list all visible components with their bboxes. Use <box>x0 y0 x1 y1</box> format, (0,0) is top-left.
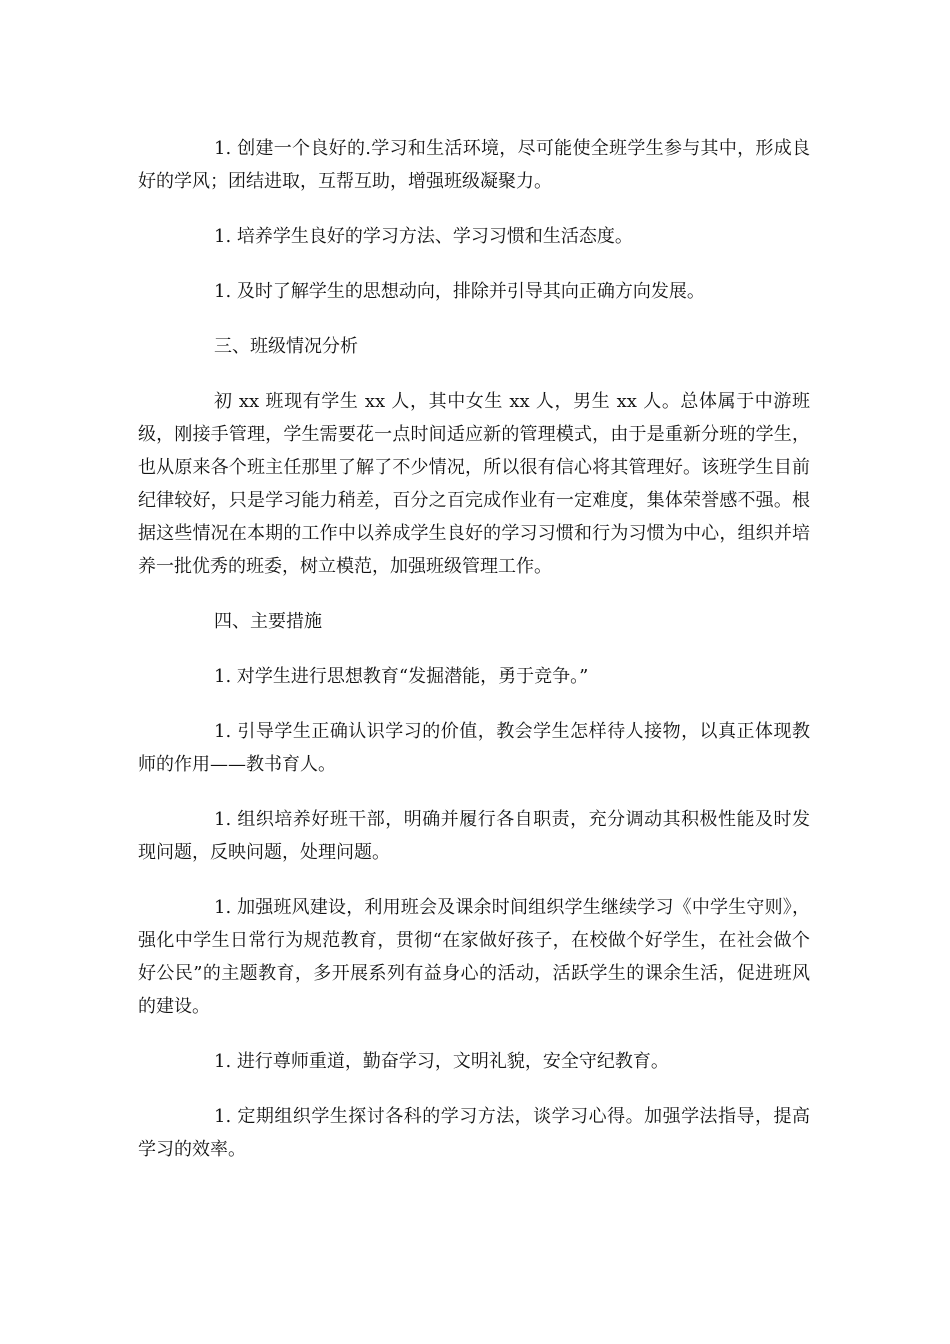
paragraph-measure-class-cadres: 1. 组织培养好班干部，明确并履行各自职责，充分调动其积极性能及时发现问题，反映问题，处理问题。 <box>138 809 810 863</box>
document-body <box>138 132 810 1188</box>
paragraph-measure-ideology: 1. 对学生进行思想教育“发掘潜能，勇于竞争。” <box>214 666 589 687</box>
paragraph-goal-thoughts: 1. 及时了解学生的思想动向，排除并引导其向正确方向发展。 <box>214 281 705 302</box>
paragraph-goal-environment: 1. 创建一个良好的.学习和生活环境，尽可能使全班学生参与其中，形成良好的学风；团结进取，互帮互助，增强班级凝聚力。 <box>138 138 810 192</box>
paragraph-measure-class-style: 1. 加强班风建设，利用班会及课余时间组织学生继续学习《中学生守则》，强化中学生日常行为规范教育，贯彻“在家做好孩子，在校做个好学生，在社会做个好公民”的主题教育，多开展系列有益身心的活动，活跃学生的课余生活，促进班风的建设。 <box>138 897 810 1017</box>
paragraph-measure-respect: 1. 进行尊师重道，勤奋学习，文明礼貌，安全守纪教育。 <box>214 1051 669 1072</box>
paragraph-measure-study-methods: 1. 定期组织学生探讨各科的学习方法，谈学习心得。加强学法指导，提高学习的效率。 <box>138 1106 810 1160</box>
section-heading-class-analysis: 三、班级情况分析 <box>214 336 358 357</box>
paragraph-goal-habits: 1. 培养学生良好的学习方法、学习习惯和生活态度。 <box>214 226 633 247</box>
section-heading-main-measures: 四、主要措施 <box>214 611 322 632</box>
paragraph-class-analysis: 初 xx 班现有学生 xx 人，其中女生 xx 人，男生 xx 人。总体属于中游班级，刚接手管理，学生需要花一点时间适应新的管理模式，由于是重新分班的学生，也从原来各个班主任那里了解了不少情况，所以很有信心将其管理好。该班学生目前纪律较好，只是学习能力稍差，百分之百完成作业有一定难度，集体荣誉感不强。根据这些情况在本期的工作中以养成学生良好的学习习惯和行为习惯为中心，组织并培养一批优秀的班委，树立模范，加强班级管理工作。 <box>138 391 810 577</box>
paragraph-measure-learning-value: 1. 引导学生正确认识学习的价值，教会学生怎样待人接物，以真正体现教师的作用——教书育人。 <box>138 721 810 775</box>
